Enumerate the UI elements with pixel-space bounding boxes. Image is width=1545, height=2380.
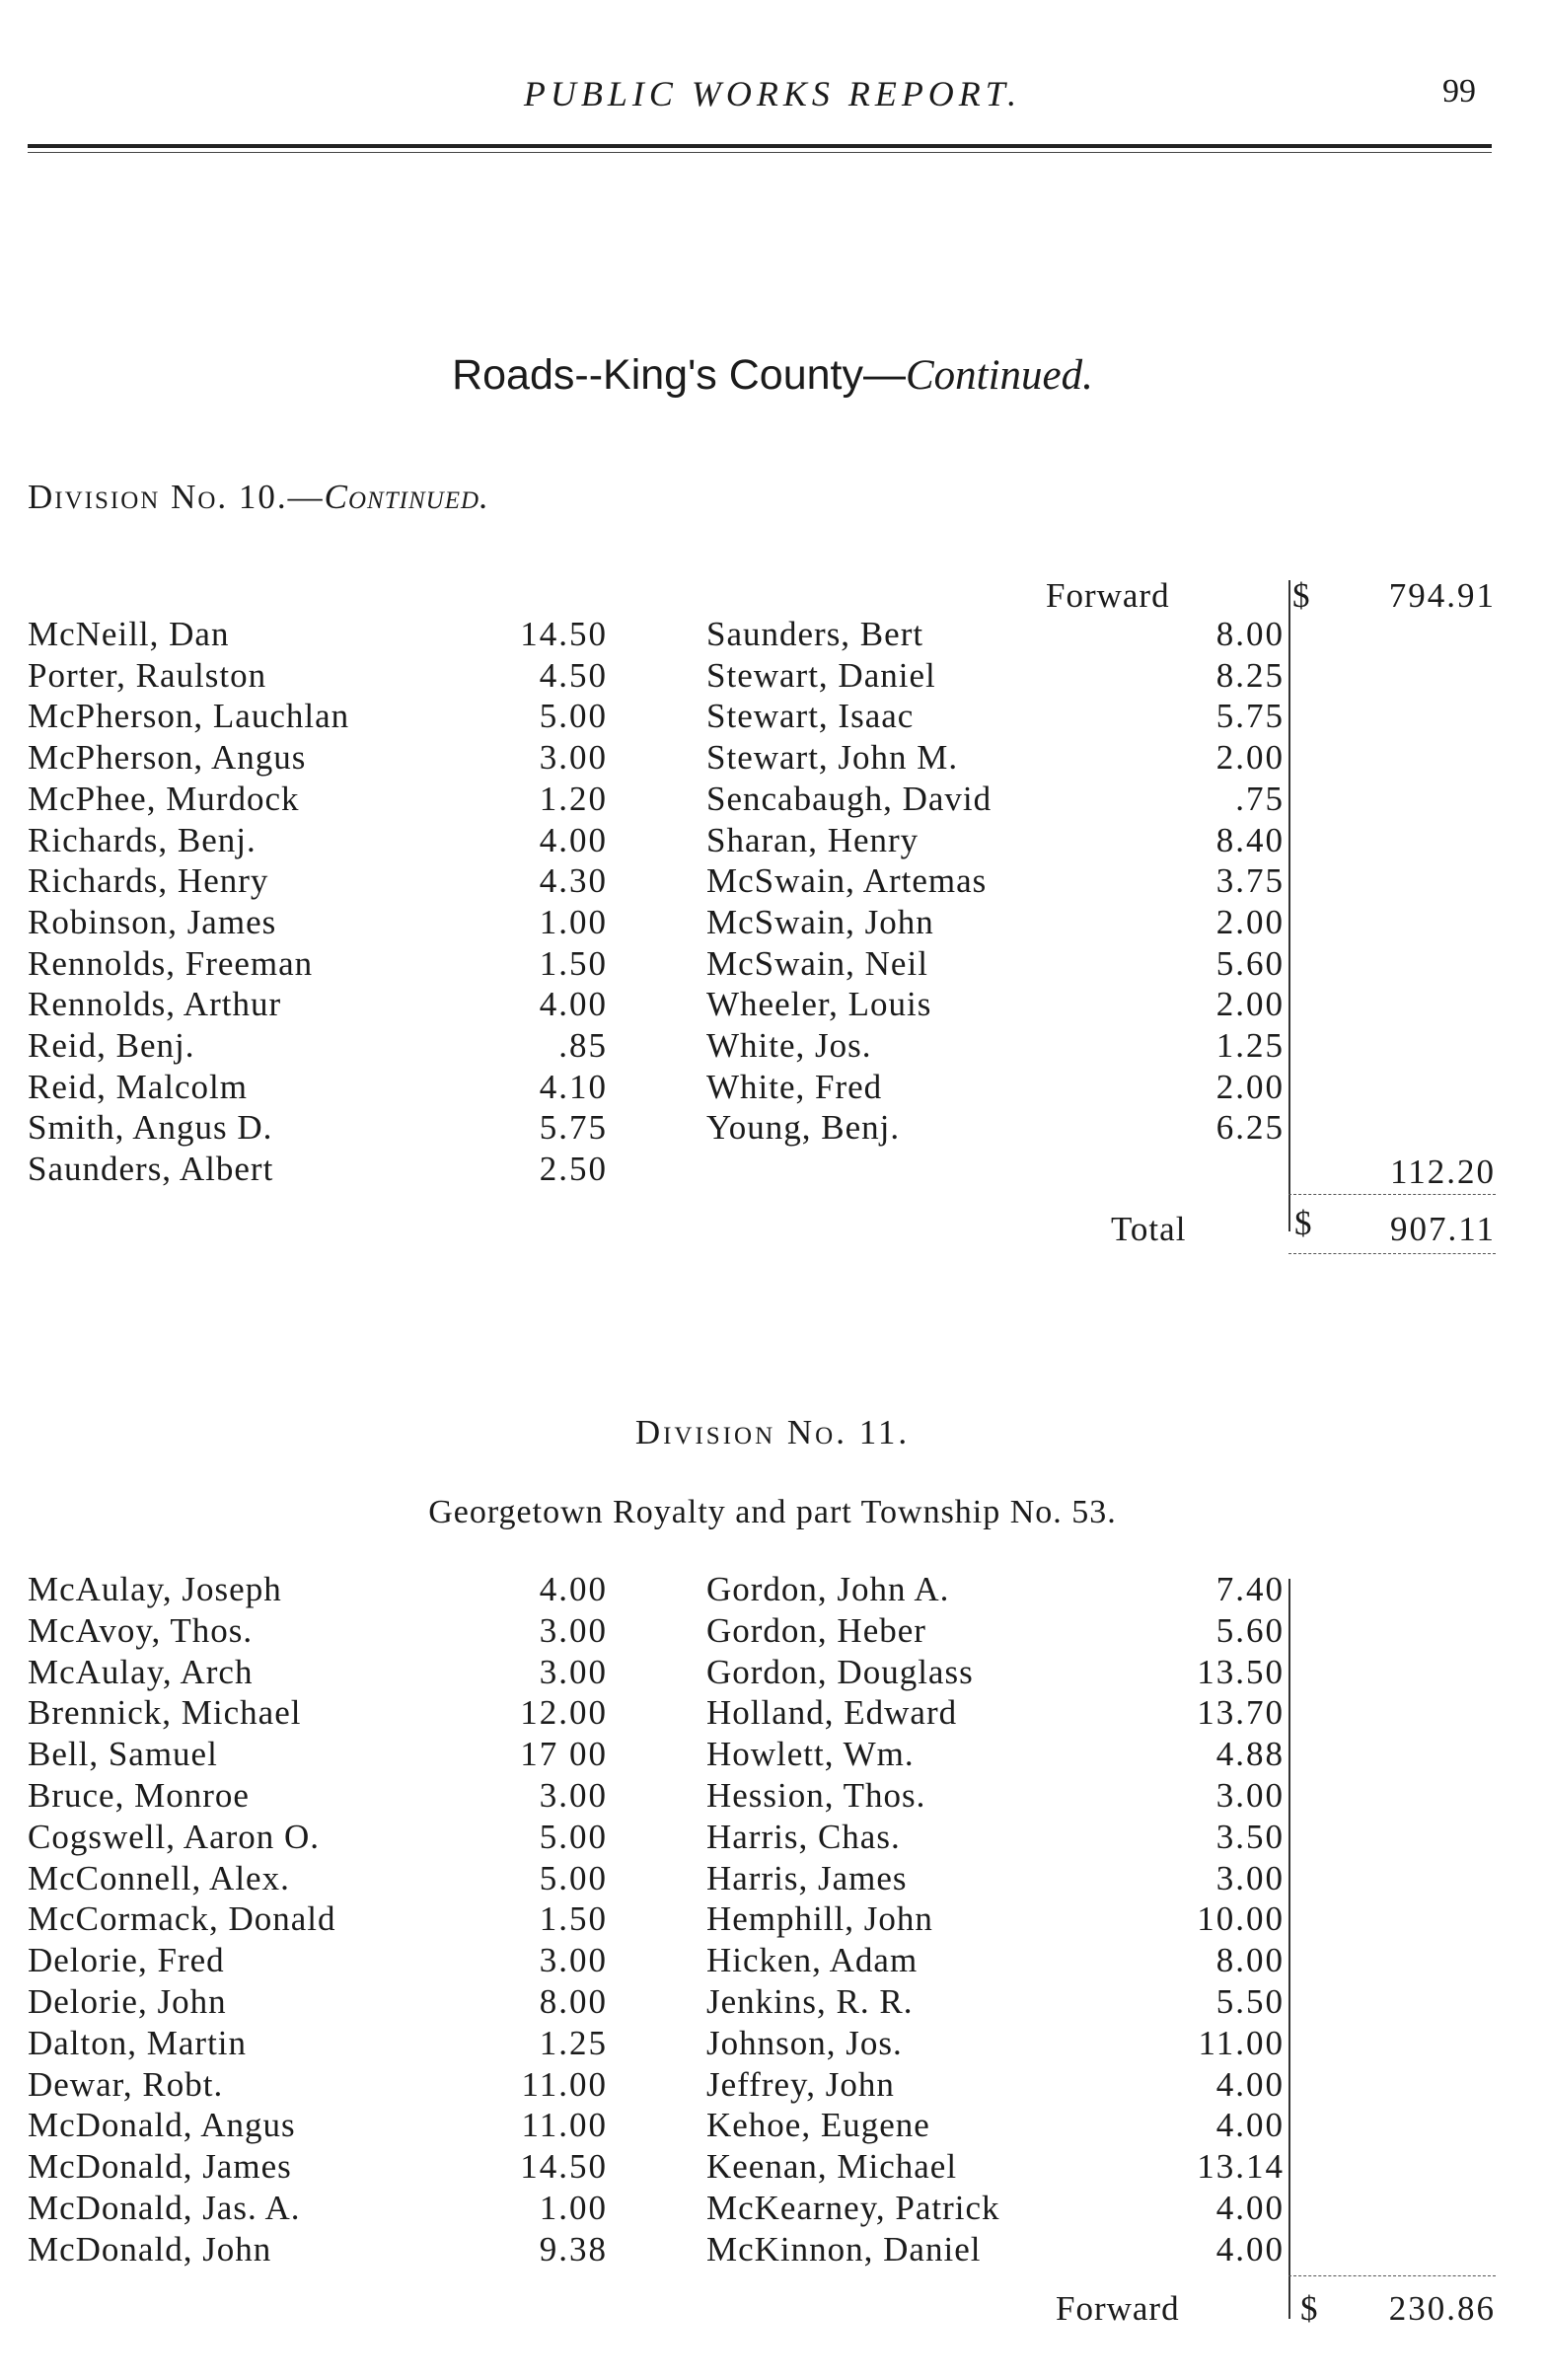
entry-amount: 8.25: [1215, 655, 1285, 695]
column-rule: [1288, 580, 1290, 1231]
page-number: 99: [1442, 73, 1476, 110]
entry-amount: 8.40: [1215, 820, 1285, 859]
division-10-forward-currency: $: [1292, 576, 1310, 615]
entry-amount: 8.00: [539, 1982, 608, 2021]
entry-amount: .75: [1235, 779, 1285, 818]
entry-amount: 12.00: [520, 1693, 608, 1733]
entry-amount: 5.00: [539, 1858, 608, 1897]
entry-amount: 5.75: [1215, 697, 1285, 736]
entry-name: McAulay, Arch: [28, 1652, 254, 1691]
entry-name: Gordon, Heber: [706, 1610, 926, 1650]
section-title-text: Roads--King's County: [452, 351, 863, 399]
entry-name: Gordon, John A.: [706, 1570, 950, 1608]
entry-amount: .85: [558, 1026, 608, 1065]
division-11-forward-label: Forward: [1056, 2289, 1180, 2328]
entry-amount: 1.25: [539, 2023, 608, 2062]
entry-amount: 3.00: [539, 1652, 608, 1691]
entry-name: Harris, Chas.: [706, 1817, 901, 1856]
entry-name: Gordon, Douglass: [706, 1652, 974, 1691]
entry-name: Sharan, Henry: [706, 820, 920, 859]
forward-rule: [1288, 2275, 1496, 2276]
entry-name: Stewart, Daniel: [706, 655, 936, 695]
entry-name: Wheeler, Louis: [706, 985, 932, 1024]
running-head: PUBLIC WORKS REPORT.: [523, 74, 1022, 113]
entry-name: Kehoe, Eugene: [706, 2106, 930, 2145]
entry-amount: 2.00: [1215, 1067, 1285, 1106]
entry-name: Harris, James: [706, 1858, 908, 1897]
entry-amount: 13.50: [1197, 1652, 1285, 1691]
entry-amount: 1.25: [1215, 1026, 1285, 1065]
entry-name: Bell, Samuel: [28, 1735, 218, 1774]
entry-amount: 1.00: [539, 2189, 608, 2227]
entry-name: Sencabaugh, David: [706, 779, 993, 818]
entry-name: McPherson, Lauchlan: [28, 697, 350, 736]
entry-name: Dewar, Robt.: [28, 2064, 224, 2104]
entry-amount: 3.00: [1215, 1858, 1285, 1897]
entry-name: Young, Benj.: [706, 1108, 901, 1148]
entry-name: McSwain, John: [706, 902, 934, 941]
entry-name: McDonald, James: [28, 2147, 292, 2187]
entry-amount: 4.00: [539, 985, 608, 1024]
entry-name: McAvoy, Thos.: [28, 1610, 254, 1650]
entry-name: Holland, Edward: [706, 1693, 958, 1733]
entry-amount: 1.50: [539, 1899, 608, 1939]
entry-amount: 4.00: [1215, 2189, 1285, 2227]
entry-amount: 5.50: [1215, 1982, 1285, 2021]
entry-amount: 9.38: [539, 2229, 608, 2268]
entry-name: Jeffrey, John: [706, 2064, 895, 2104]
division-11-heading: Division No. 11.: [634, 1413, 911, 1451]
entry-amount: 3.00: [539, 738, 608, 778]
entry-name: Delorie, Fred: [28, 1941, 225, 1980]
entry-name: Jenkins, R. R.: [706, 1982, 914, 2021]
entry-name: Reid, Benj.: [28, 1026, 195, 1065]
entry-name: Stewart, Isaac: [706, 697, 915, 736]
entry-amount: 5.00: [539, 1817, 608, 1856]
entry-amount: 14.50: [520, 615, 608, 653]
entry-amount: 2.00: [1215, 985, 1285, 1024]
header-rule: [28, 144, 1492, 148]
entry-amount: 8.00: [1215, 615, 1285, 653]
entry-name: Robinson, James: [28, 902, 277, 941]
column-rule-2: [1288, 1579, 1290, 2319]
entry-name: McDonald, John: [28, 2229, 272, 2268]
entry-name: White, Fred: [706, 1067, 883, 1106]
entry-amount: 4.10: [539, 1067, 608, 1106]
entry-name: Howlett, Wm.: [706, 1735, 915, 1774]
division-10-forward-label: Forward: [1046, 576, 1170, 615]
entry-amount: 2.00: [1215, 738, 1285, 778]
entry-amount: 3.00: [539, 1776, 608, 1815]
entry-amount: 8.00: [1215, 1941, 1285, 1980]
entry-name: Rennolds, Arthur: [28, 985, 282, 1024]
division-11-locality: Georgetown Royalty and part Township No. 53.: [428, 1494, 1117, 1530]
entry-amount: 6.25: [1215, 1108, 1285, 1148]
entry-amount: 4.88: [1215, 1735, 1285, 1774]
division-11-forward-amount: 230.86: [1388, 2289, 1496, 2328]
entry-name: Saunders, Albert: [28, 1150, 274, 1189]
entry-amount: 3.00: [539, 1941, 608, 1980]
entry-name: Richards, Benj.: [28, 820, 257, 859]
entry-name: White, Jos.: [706, 1026, 872, 1065]
entry-amount: 1.50: [539, 943, 608, 983]
section-title: [0, 351, 1545, 400]
entry-name: Bruce, Monroe: [28, 1776, 250, 1815]
entry-amount: 4.00: [1215, 2106, 1285, 2145]
entry-name: Dalton, Martin: [28, 2023, 248, 2062]
division-10-subtotal: 112.20: [1390, 1153, 1496, 1191]
entry-amount: 3.50: [1215, 1817, 1285, 1856]
entry-name: Delorie, John: [28, 1982, 227, 2021]
entry-amount: 13.70: [1197, 1693, 1285, 1733]
entry-amount: 10.00: [1197, 1899, 1285, 1939]
entry-name: Reid, Malcolm: [28, 1067, 248, 1106]
entry-amount: 4.50: [539, 655, 608, 695]
division-10-total-label: Total: [1111, 1210, 1187, 1248]
entry-amount: 17 00: [520, 1735, 608, 1774]
entry-amount: 3.00: [1215, 1776, 1285, 1815]
entry-name: Richards, Henry: [28, 861, 269, 901]
entry-amount: 4.30: [539, 861, 608, 901]
entry-amount: 5.60: [1215, 943, 1285, 983]
entry-amount: 4.00: [1215, 2229, 1285, 2268]
entry-amount: 5.75: [539, 1108, 608, 1148]
entry-amount: 5.00: [539, 697, 608, 736]
entry-name: McCormack, Donald: [28, 1899, 336, 1939]
entry-name: Rennolds, Freeman: [28, 943, 314, 983]
entry-name: Johnson, Jos.: [706, 2023, 903, 2062]
column-rule-tick: [1288, 1220, 1290, 1231]
entry-name: Porter, Raulston: [28, 655, 267, 695]
entry-amount: 7.40: [1215, 1570, 1285, 1608]
entry-name: McKinnon, Daniel: [706, 2229, 982, 2268]
division-10-continued: Continued.: [324, 478, 489, 516]
entry-name: McPherson, Angus: [28, 738, 307, 778]
division-11-forward-currency: $: [1300, 2289, 1318, 2328]
subtotal-rule: [1288, 1194, 1496, 1195]
entry-name: Keenan, Michael: [706, 2147, 958, 2187]
entry-amount: 11.00: [521, 2064, 608, 2104]
entry-amount: 14.50: [520, 2147, 608, 2187]
entry-name: McDonald, Jas. A.: [28, 2189, 301, 2227]
entry-name: Hession, Thos.: [706, 1776, 926, 1815]
entry-name: Stewart, John M.: [706, 738, 959, 778]
entry-name: McPhee, Murdock: [28, 779, 300, 818]
section-title-continued: Continued.: [905, 352, 1093, 399]
section-title-separator: —: [862, 351, 906, 399]
entry-amount: 3.75: [1215, 861, 1285, 901]
header-rule-thin: [28, 152, 1492, 153]
entry-name: Hemphill, John: [706, 1899, 933, 1939]
division-10-forward-amount: 794.91: [1388, 576, 1496, 615]
entry-amount: 11.00: [521, 2106, 608, 2145]
entry-name: Hicken, Adam: [706, 1941, 919, 1980]
division-10-total-currency: $: [1294, 1204, 1312, 1242]
entry-name: McDonald, Angus: [28, 2106, 296, 2145]
entry-name: McSwain, Neil: [706, 943, 928, 983]
entry-name: Cogswell, Aaron O.: [28, 1817, 321, 1856]
entry-name: Brennick, Michael: [28, 1693, 302, 1733]
entry-amount: 5.60: [1215, 1610, 1285, 1650]
entry-name: McKearney, Patrick: [706, 2189, 1000, 2227]
division-10-label: Division No. 10.—: [28, 478, 325, 516]
division-10-heading: [28, 478, 489, 517]
entry-name: McSwain, Artemas: [706, 861, 988, 901]
entry-name: McConnell, Alex.: [28, 1858, 290, 1897]
entry-amount: 1.00: [539, 902, 608, 941]
total-rule: [1288, 1253, 1496, 1254]
entry-amount: 4.00: [539, 1570, 608, 1608]
entry-name: McAulay, Joseph: [28, 1570, 282, 1608]
division-10-total-amount: 907.11: [1390, 1210, 1496, 1248]
entry-name: McNeill, Dan: [28, 615, 230, 653]
entry-amount: 13.14: [1197, 2147, 1285, 2187]
entry-amount: 2.50: [539, 1150, 608, 1189]
entry-amount: 3.00: [539, 1610, 608, 1650]
entry-amount: 2.00: [1215, 902, 1285, 941]
entry-amount: 4.00: [539, 820, 608, 859]
entry-name: Saunders, Bert: [706, 615, 924, 653]
entry-amount: 1.20: [539, 779, 608, 818]
entry-amount: 4.00: [1215, 2064, 1285, 2104]
entry-name: Smith, Angus D.: [28, 1108, 273, 1148]
entry-amount: 11.00: [1198, 2023, 1285, 2062]
